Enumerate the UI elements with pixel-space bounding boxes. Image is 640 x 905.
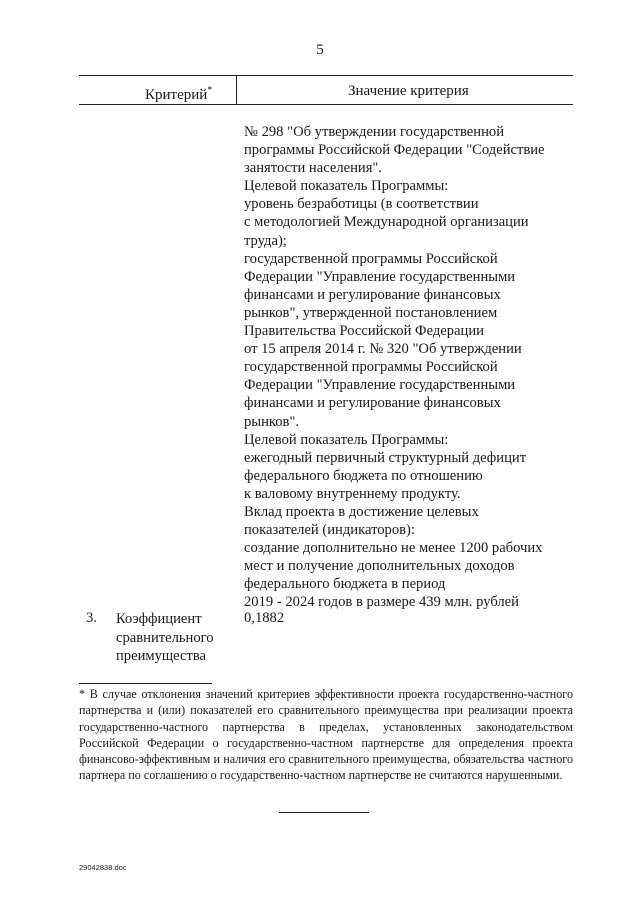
value-text-line: занятости населения".	[244, 160, 383, 177]
value-text-line: 2019 - 2024 годов в размере 439 млн. рублей	[244, 594, 519, 611]
value-text-line: Вклад проекта в достижение целевых	[244, 503, 479, 520]
row-3-criterion-name	[116, 610, 214, 666]
footnote: * В случае отклонения значений критериев эффективности проекта государственно-частного партнерства и (или) показателей его сравнительного преимущества при реализации проекта государственно-частного партнерства в пределах, установленных законодательством Российской Федерации о государственно-частном партнерстве для определения проекта финансово-эффективным и наличия его сравнительного преимущества, обязательства частного партнера по соглашению о государственно-частном партнерстве не считаются нарушенными.	[79, 687, 573, 783]
value-text-line: ежегодный первичный структурный дефицит	[244, 449, 527, 466]
header-criterion	[145, 82, 212, 104]
value-text-line: рынков".	[244, 413, 300, 430]
page-number: 5	[316, 42, 324, 58]
row-3-name-line: сравнительного	[116, 629, 214, 646]
value-text-line: государственной программы Российской	[244, 359, 498, 376]
row-3-value: 0,1882	[244, 610, 285, 626]
value-text-line: финансами и регулирование финансовых	[244, 286, 501, 303]
value-text-line: труда);	[244, 232, 287, 249]
footnote-separator	[79, 683, 212, 684]
value-text-line: Федерации "Управление государственными	[244, 377, 516, 394]
continued-criterion-value	[244, 123, 574, 612]
header-criterion-label: Критерий	[145, 87, 208, 103]
value-text-line: федерального бюджета в период	[244, 576, 446, 593]
value-text-line: мест и получение дополнительных доходов	[244, 558, 515, 575]
value-text-line: Федерации "Управление государственными	[244, 268, 516, 285]
value-text-line: с методологией Международной организации	[244, 214, 529, 231]
value-text-line: от 15 апреля 2014 г. № 320 "Об утверждении	[244, 341, 522, 358]
header-value: Значение критерия	[348, 83, 469, 99]
table-header-bottom-border	[79, 104, 573, 105]
value-text-line: программы Российской Федерации "Содействие	[244, 142, 545, 159]
value-text-line: государственной программы Российской	[244, 250, 498, 267]
value-text-line: создание дополнительно не менее 1200 рабочих	[244, 540, 543, 557]
value-text-line: федерального бюджета по отношению	[244, 467, 483, 484]
value-text-line: Целевой показатель Программы:	[244, 431, 449, 448]
value-text-line: финансами и регулирование финансовых	[244, 395, 501, 412]
table-top-border	[79, 75, 573, 76]
row-3-name-line: Коэффициент	[116, 611, 202, 627]
document-id: 29042838.doc	[79, 863, 127, 872]
value-text-line: показателей (индикаторов):	[244, 522, 415, 539]
end-of-document-rule	[279, 812, 369, 813]
row-3-number: 3.	[86, 610, 97, 626]
value-text-line: Целевой показатель Программы:	[244, 178, 449, 195]
table-header-divider	[236, 75, 237, 104]
row-3-name-line: преимущества	[116, 648, 207, 665]
value-text-line: № 298 "Об утверждении государственной	[244, 124, 505, 140]
value-text-line: к валовому внутреннему продукту.	[244, 485, 461, 502]
value-text-line: рынков", утвержденной постановлением	[244, 304, 498, 321]
value-text-line: уровень безработицы (в соответствии	[244, 196, 479, 213]
header-criterion-footnote-marker: *	[207, 85, 213, 96]
value-text-line: Правительства Российской Федерации	[244, 323, 484, 340]
